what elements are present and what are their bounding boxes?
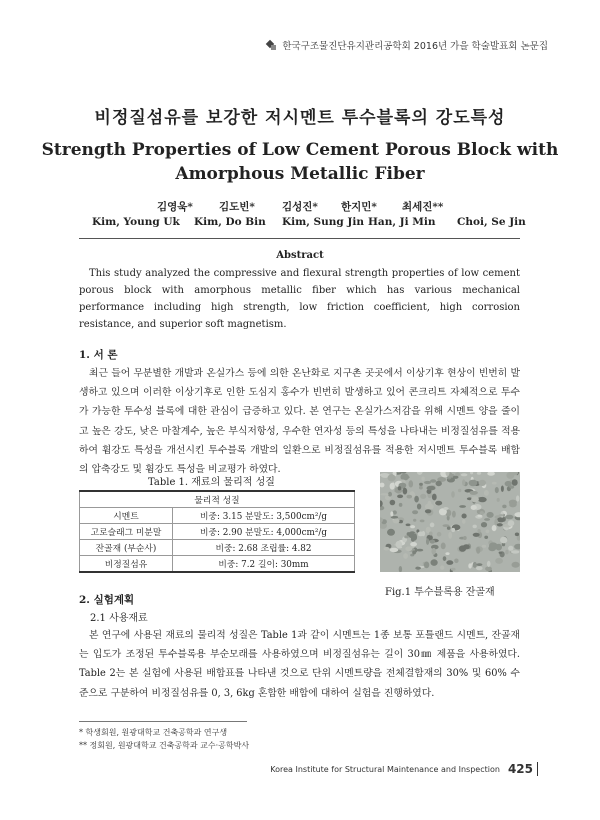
- table-header-cell: 물리적 성질: [80, 491, 355, 508]
- title-divider: [79, 238, 520, 239]
- page-footer: [270, 762, 538, 776]
- author-en: Han, Ji Min: [368, 216, 436, 228]
- table-row: [80, 540, 355, 556]
- figure-1-caption: Fig.1 투수블록용 잔골재: [385, 587, 495, 598]
- author-ko: 김영욱*: [157, 201, 193, 213]
- material-name: 비정질섬유: [80, 556, 173, 573]
- section-2-text: 본 연구에 사용된 재료의 물리적 성질은 Table 1과 같이 시멘트는 1종 보통 포틀랜드 시멘트, 잔골재는 입도가 조정된 투수블록용 부순모래를 사용하였으며 비정질섬유는 길이 30㎜ 제품을 사용하였다. Table 2는 본 실험에 사용된 배합표를 나타낸 것으로 단위 시멘트량을 전체결합재의 30% 및 60% 수준으로 구분하여 비정질섬유를 0, 3, 6kg 혼합한 배합에 대하여 실험을 진행하였다.: [79, 630, 520, 699]
- author-ko: 한지민*: [341, 201, 377, 213]
- footnote-1: * 학생회원, 원광대학교 건축공학과 연구생: [79, 728, 228, 737]
- author-en: Kim, Sung Jin: [282, 216, 364, 228]
- material-name: 시멘트: [80, 508, 173, 524]
- abstract-text: This study analyzed the compressive and flexural strength properties of low cement porous block with amorphous metallic fiber which has various mechanical performance including high strength, low friction coefficient, high corrosion resistance, and superior soft magnetism.: [79, 268, 520, 330]
- society-logo-icon: [266, 40, 277, 51]
- material-value: 비중: 3.15 분말도: 3,500cm²/g: [173, 508, 355, 524]
- table-1-caption: Table 1. 재료의 물리적 성질: [148, 477, 275, 488]
- abstract-heading: Abstract: [276, 250, 324, 261]
- aggregate-photo: [380, 472, 520, 572]
- material-properties-table: [79, 490, 355, 573]
- section-1-heading: 1. 서 론: [79, 349, 118, 361]
- material-name: 고로슬래그 미분말: [80, 524, 173, 540]
- journal-name: 한국구조물진단유지관리공학회 2016년 가을 학술발표회 논문집: [282, 41, 548, 52]
- journal-header: [266, 38, 548, 52]
- material-value: 비중: 7.2 길이: 30mm: [173, 556, 355, 573]
- english-title-line-1: Strength Properties of Low Cement Porous Block with: [41, 140, 559, 160]
- material-value: 비중: 2.68 조립률: 4.82: [173, 540, 355, 556]
- english-title: [0, 138, 600, 186]
- section-1-text: 최근 들어 무분별한 개발과 온실가스 등에 의한 온난화로 지구촌 곳곳에서 이상기후 현상이 빈번히 발생하고 있으며 이러한 이상기후로 인한 도심지 홍수가 빈번히 발생하고 있어 콘크리트 자체적으로 투수가 가능한 투수성 블록에 대한 관심이 급증하고 있다. 본 연구는 온실가스저감을 위해 시멘트 양을 줄이고 높은 강도, 낮은 마찰계수, 높은 부식저항성, 우수한 연자성 등의 특성을 나타내는 비정질섬유를 적용하여 휨강도 특성을 개선시킨 투수블록 개발의 일환으로 비정질섬유를 적용한 저시멘트 투수블록 배합의 압축강도 및 휨강도 특성을 비교평가 하였다.: [79, 368, 520, 476]
- table-header-row: [80, 491, 355, 508]
- subsection-2-1-heading: 2.1 사용재료: [90, 613, 148, 624]
- section-2-heading: 2. 실험계획: [79, 594, 135, 606]
- korean-title: 비정질섬유를 보강한 저시멘트 투수블록의 강도특성: [94, 108, 506, 128]
- author-ko: 김도빈*: [219, 201, 255, 213]
- aggregate-image: [380, 472, 520, 572]
- author-en: Choi, Se Jin: [457, 216, 526, 228]
- material-name: 잔골재 (부순사): [80, 540, 173, 556]
- table-row: [80, 524, 355, 540]
- english-title-line-2: Amorphous Metallic Fiber: [175, 164, 425, 184]
- author-ko: 김성진*: [282, 201, 318, 213]
- table-row: [80, 556, 355, 573]
- footnote-divider: [79, 721, 247, 722]
- author-en: Kim, Young Uk: [92, 216, 180, 228]
- table-row: [80, 508, 355, 524]
- footnote-2: ** 정회원, 원광대학교 건축공학과 교수·공학박사: [79, 741, 250, 750]
- page-number: 425: [508, 762, 538, 776]
- author-ko: 최세진**: [402, 201, 444, 213]
- footer-organization: Korea Institute for Structural Maintenance and Inspection: [270, 764, 500, 774]
- author-en: Kim, Do Bin: [194, 216, 266, 228]
- material-value: 비중: 2.90 분말도: 4,000cm²/g: [173, 524, 355, 540]
